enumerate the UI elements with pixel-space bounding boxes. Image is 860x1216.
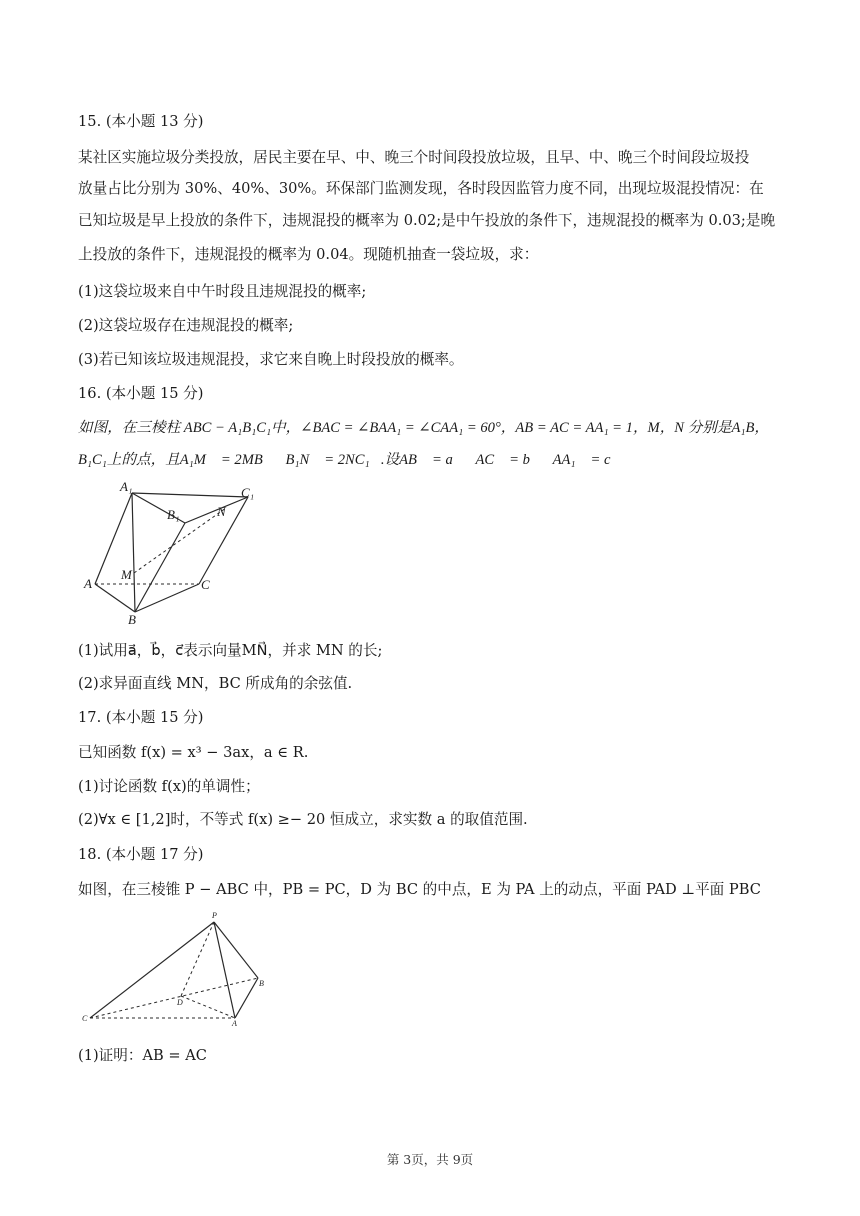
label-C: C xyxy=(201,577,210,592)
q18-part-1: (1)证明：AB = AC xyxy=(78,1047,207,1064)
q16-heading: 16. (本小题 15 分) xyxy=(78,385,204,402)
label-C1: C₁ xyxy=(241,485,255,500)
q18-text-line-1: 如图，在三棱锥 P − ABC 中，PB = PC，D 为 BC 的中点，E 为 PA 上的动点，平面 PAD ⊥平面 PBC xyxy=(78,881,761,898)
pyramid-figure xyxy=(80,908,280,1030)
q17-part-1: (1)讨论函数 f(x)的单调性； xyxy=(78,778,260,795)
q15-part-3: (3)若已知该垃圾违规混投，求它来自晚上时段投放的概率。 xyxy=(78,351,464,368)
label-B: B xyxy=(128,612,136,626)
q17-text-line-1: 已知函数 f(x) = x³ − 3ax，a ∈ R. xyxy=(78,744,309,761)
q15-text-line-2: 放量占比分别为 30%、40%、30%。环保部门监测发现，各时段因监管力度不同，出现垃圾混投情况：在 xyxy=(78,180,764,197)
label-N: N xyxy=(217,504,226,519)
q15-heading: 15. (本小题 13 分) xyxy=(78,113,204,130)
q16-part-2: (2)求异面直线 MN，BC 所成角的余弦值. xyxy=(78,675,353,692)
q17-heading: 17. (本小题 15 分) xyxy=(78,709,204,726)
q16-part-1: (1)试用a⃗，b⃗，c⃗表示向量MN⃗，并求 MN 的长; xyxy=(78,642,383,659)
label-A: A xyxy=(84,576,92,591)
q15-text-line-1: 某社区实施垃圾分类投放，居民主要在早、中、晚三个时间段投放垃圾，且早、中、晚三个时间段垃圾投 xyxy=(78,149,750,166)
label-B1: B₁ xyxy=(167,507,180,522)
label-D: D xyxy=(177,998,183,1007)
label-A1: A₁ xyxy=(120,479,133,494)
q15-text-line-4: 上投放的条件下，违规混投的概率为 0.04。现随机抽查一袋垃圾，求： xyxy=(78,246,539,263)
q17-part-2: (2)∀x ∈ [1,2]时，不等式 f(x) ≥− 20 恒成立，求实数 a 的取值范围. xyxy=(78,811,528,828)
label-M: M xyxy=(121,567,132,582)
q15-part-2: (2)这袋垃圾存在违规混投的概率; xyxy=(78,317,294,334)
q18-heading: 18. (本小题 17 分) xyxy=(78,846,204,863)
prism-figure xyxy=(80,478,280,626)
q15-part-1: (1)这袋垃圾来自中午时段且违规混投的概率; xyxy=(78,283,367,300)
label-B: B xyxy=(259,979,264,988)
label-P: P xyxy=(212,911,217,920)
q16-text-line-1: 如图，在三棱柱 ABC − A₁B₁C₁中，∠BAC = ∠BAA₁ = ∠CAA₁ = 60°，AB = AC = AA₁ = 1，M，N 分别是A₁B， xyxy=(78,420,769,436)
q15-text-line-3: 已知垃圾是早上投放的条件下，违规混投的概率为 0.02;是中午投放的条件下，违规混投的概率为 0.03;是晚 xyxy=(78,212,776,229)
label-A: A xyxy=(232,1019,237,1028)
page-number: 第 3页，共 9页 xyxy=(386,1152,474,1167)
q16-text-line-2: B₁C₁上的点，且A₁M⃗ = 2MB⃗，B₁N⃗ = 2NC₁⃗.设AB⃗ = a⃗，AC⃗ = b⃗，AA₁⃗ = c⃗， xyxy=(78,452,634,468)
label-C: C xyxy=(82,1014,88,1023)
